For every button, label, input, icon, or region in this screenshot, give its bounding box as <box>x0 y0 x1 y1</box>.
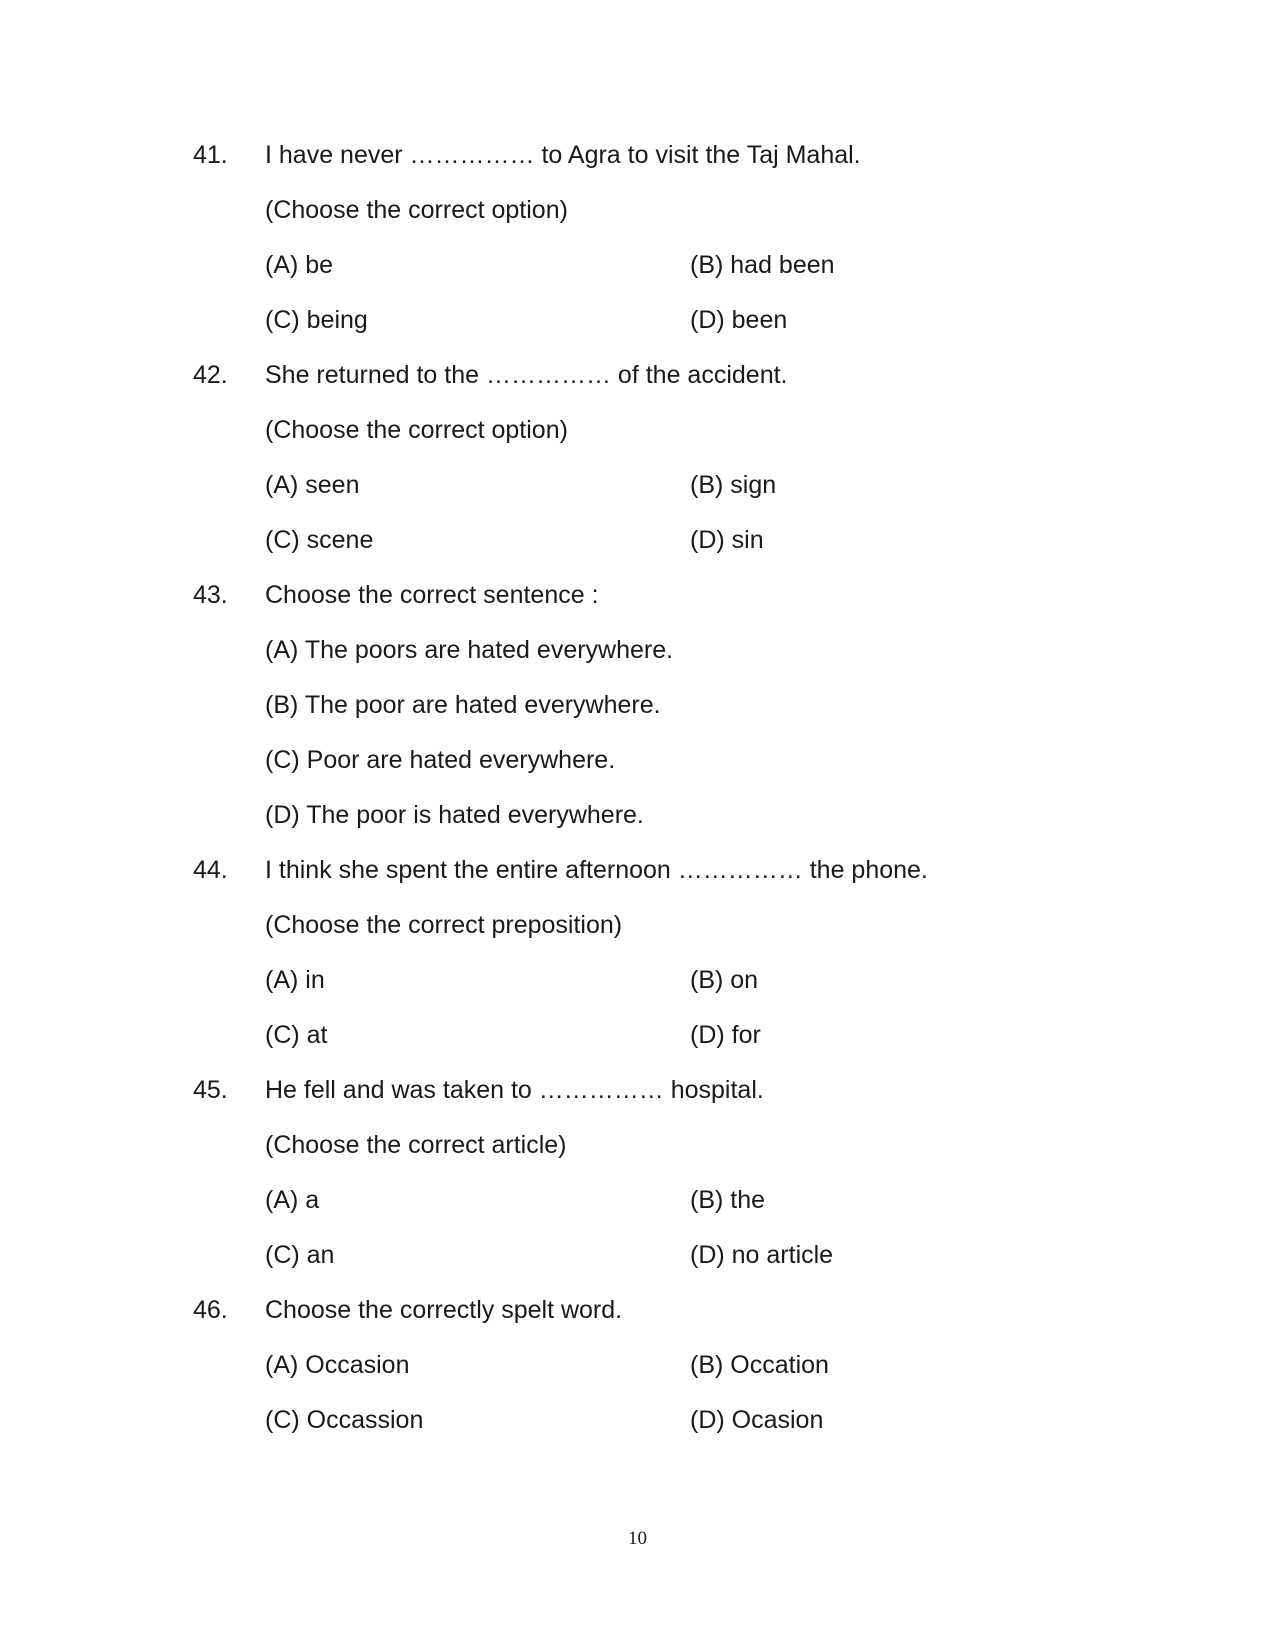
question-text: I have never …………… to Agra to visit the Taj Mahal. <box>265 141 861 169</box>
question-number: 43. <box>193 581 228 609</box>
question-instruction: (Choose the correct option) <box>265 196 568 224</box>
option-c: (C) being <box>265 306 368 334</box>
option-d: (D) been <box>690 306 788 334</box>
option-d: (D) Ocasion <box>690 1406 824 1434</box>
question-number: 42. <box>193 361 228 389</box>
question-text: She returned to the …………… of the accident. <box>265 361 788 389</box>
question-number: 46. <box>193 1296 228 1324</box>
question-instruction: (Choose the correct article) <box>265 1131 567 1159</box>
option-c: (C) an <box>265 1241 335 1269</box>
option-b: (B) on <box>690 966 759 994</box>
option-a: (A) Occasion <box>265 1351 410 1379</box>
option-d: (D) no article <box>690 1241 834 1269</box>
option-b: (B) the <box>690 1186 766 1214</box>
option-c: (C) at <box>265 1021 328 1049</box>
option-b: (B) Occation <box>690 1351 829 1379</box>
question-text: He fell and was taken to …………… hospital. <box>265 1076 764 1104</box>
option-a: (A) be <box>265 251 334 279</box>
question-text: Choose the correct sentence : <box>265 581 599 609</box>
question-number: 45. <box>193 1076 228 1104</box>
option-d: (D) The poor is hated everywhere. <box>265 801 644 829</box>
option-c: (C) scene <box>265 526 374 554</box>
question-number: 44. <box>193 856 228 884</box>
question-instruction: (Choose the correct option) <box>265 416 568 444</box>
option-c: (C) Poor are hated everywhere. <box>265 746 616 774</box>
option-d: (D) for <box>690 1021 761 1049</box>
option-b: (B) had been <box>690 251 835 279</box>
option-b: (B) sign <box>690 471 777 499</box>
question-text: Choose the correctly spelt word. <box>265 1296 623 1324</box>
question-instruction: (Choose the correct preposition) <box>265 911 623 939</box>
option-a: (A) seen <box>265 471 360 499</box>
option-b: (B) The poor are hated everywhere. <box>265 691 661 719</box>
option-a: (A) a <box>265 1186 320 1214</box>
option-d: (D) sin <box>690 526 764 554</box>
option-a: (A) in <box>265 966 325 994</box>
option-c: (C) Occassion <box>265 1406 424 1434</box>
question-text: I think she spent the entire afternoon …………… the phone. <box>265 856 928 884</box>
page-number: 10 <box>628 1528 647 1549</box>
question-number: 41. <box>193 141 228 169</box>
option-a: (A) The poors are hated everywhere. <box>265 636 674 664</box>
